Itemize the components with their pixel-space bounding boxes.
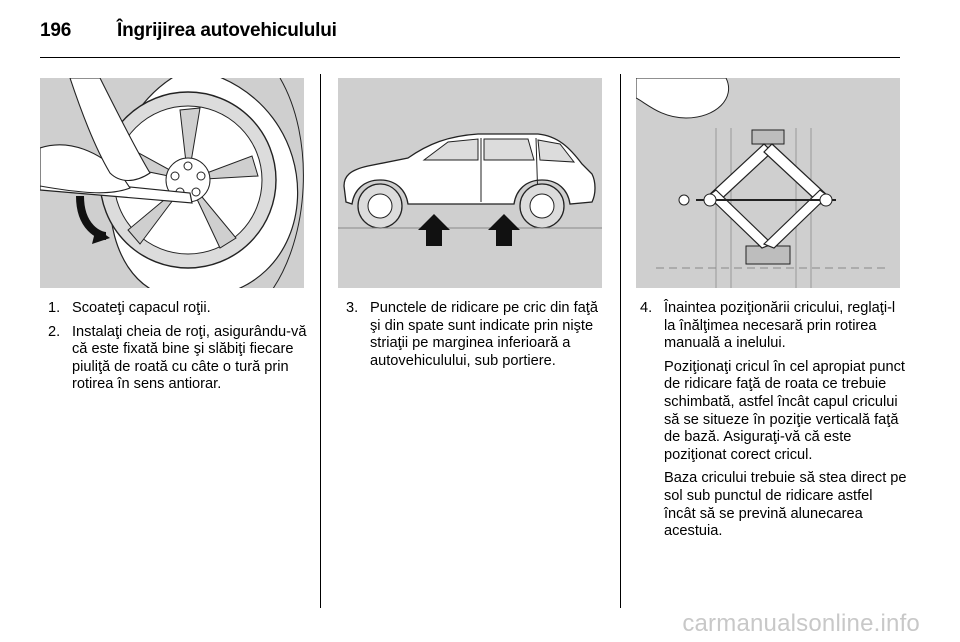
step-number: 2.	[48, 323, 61, 340]
wheel-wrench-illustration	[40, 78, 304, 288]
scissor-jack-illustration	[636, 78, 900, 288]
page-number: 196	[40, 20, 72, 41]
step-number: 3.	[346, 300, 359, 316]
watermark: carmanualsonline.info	[682, 610, 920, 637]
step-2	[48, 324, 312, 394]
header-rule	[40, 57, 900, 58]
figure-car-jack-points	[338, 78, 602, 288]
step-text: Punctele de ridicare pe cric din faţă şi din spate sunt indicate prin nişte striaţii pe marginea inferioară a autovehiculului, sub portiere.	[370, 300, 598, 369]
column-divider-1	[320, 74, 321, 608]
column-3-text	[640, 300, 908, 547]
step-text: Înaintea poziţionării cricului, reglaţi-l la înălţimea necesară prin rotirea manuală a inelului.	[664, 300, 896, 352]
step-4	[640, 300, 908, 541]
column-2-text	[346, 300, 610, 376]
figure-wheel-wrench	[40, 78, 304, 288]
column-divider-2	[620, 74, 621, 608]
car-side-illustration	[338, 78, 602, 288]
step-number: 4.	[640, 300, 653, 316]
step-text: Poziţionaţi cricul în cel apropiat punct de ridicare faţă de roata ce trebuie schimbată, astfel încât capul cricului să se situeze în poziţie verticală faţă de bază. Asiguraţi-vă că este poziţionat corect cricul.	[664, 358, 905, 463]
figure-scissor-jack	[636, 78, 900, 288]
step-3	[346, 300, 610, 370]
step-number: 1.	[48, 300, 61, 316]
column-1-text	[48, 300, 312, 400]
step-text: Baza cricului trebuie să stea direct pe sol sub punctul de ridicare astfel încât să se prevină alunecarea acestuia.	[664, 470, 907, 540]
page-title: Îngrijirea autovehiculului	[117, 20, 337, 41]
step-text: Instalaţi cheia de roţi, asigurându-vă că este fixată bine şi slăbiţi fiecare piuliţă de roată cu câte o tură prin rotirea în sens antiorar.	[72, 323, 307, 393]
step-1	[48, 300, 312, 318]
step-text: Scoateţi capacul roţii.	[72, 300, 211, 316]
